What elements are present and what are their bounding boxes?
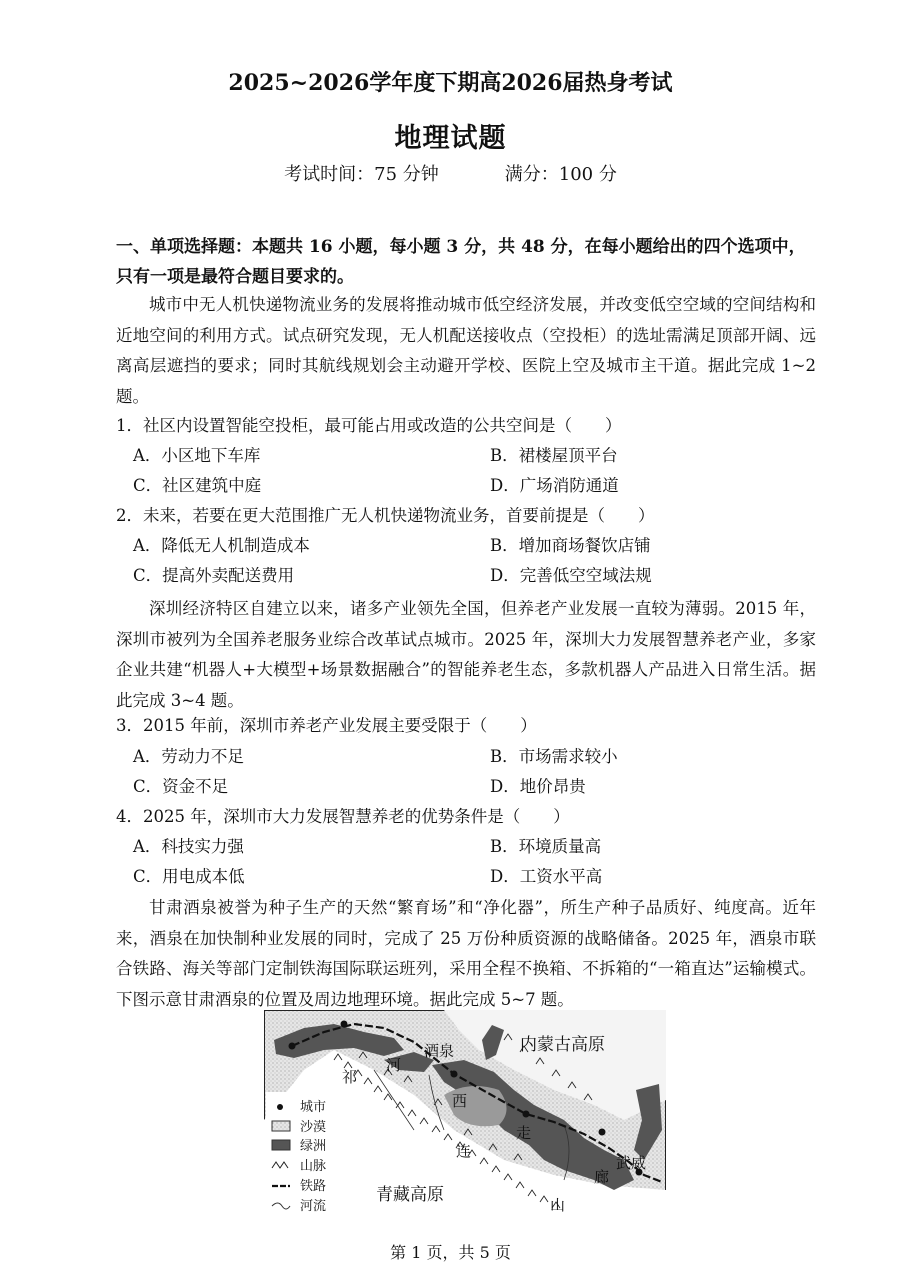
legend-oasis: 绿洲: [300, 1138, 327, 1153]
question-2-option-c: C．提高外卖配送费用: [133, 566, 295, 585]
legend-mountain: 山脉: [300, 1158, 327, 1173]
label-qi: 祁: [342, 1070, 358, 1086]
label-wuwei: 武威: [616, 1156, 647, 1172]
passage-1: 城市中无人机快递物流业务的发展将推动城市低空经济发展，并改变低空空域的空间结构和近地空间的利用方式。试点研究发现，无人机配送接收点（空投柜）的选址需满足顶部开阔、远离高层遮挡的要求；同时其航线规划会主动避开学校、医院上空及城市主干道。据此完成 1~2 题。: [116, 295, 816, 406]
label-he: 河: [386, 1058, 402, 1074]
question-4-option-c: C．用电成本低: [133, 867, 245, 886]
question-2-option-d: D．完善低空空域法规: [490, 566, 652, 585]
question-2-option-b: B．增加商场餐饮店铺: [490, 536, 651, 555]
city-jiuquan-dot: [451, 1071, 458, 1078]
legend-city: 城市: [300, 1099, 327, 1114]
question-1-stem: 1．社区内设置智能空投柜，最可能占用或改造的公共空间是（ ）: [116, 416, 622, 435]
city-dot: [289, 1043, 296, 1050]
question-4-stem: 4．2025 年，深圳市大力发展智慧养老的优势条件是（ ）: [116, 807, 570, 826]
question-3-option-b: B．市场需求较小: [490, 747, 618, 766]
city-dot: [523, 1111, 530, 1118]
label-lian: 连: [456, 1144, 472, 1160]
question-1-option-b: B．裙楼屋顶平台: [490, 446, 618, 465]
label-xi: 西: [452, 1094, 468, 1110]
label-jiuquan: 酒泉: [424, 1044, 455, 1060]
page-footer: 第 1 页，共 5 页: [390, 1243, 511, 1262]
full-score: 满分：100 分: [504, 164, 617, 185]
question-2-stem: 2．未来，若要在更大范围推广无人机快递物流业务，首要前提是（ ）: [116, 506, 655, 525]
question-1-option-a: A．小区地下车库: [133, 446, 261, 465]
legend-river: 河流: [300, 1198, 327, 1213]
city-dot: [599, 1129, 606, 1136]
exam-meta: [0, 160, 901, 186]
city-dot: [341, 1021, 348, 1028]
exam-time: 考试时间：75 分钟: [284, 164, 439, 185]
question-1-option-d: D．广场消防通道: [490, 476, 619, 495]
question-3-option-a: A．劳动力不足: [133, 747, 244, 766]
passage-3: 甘肃酒泉被誉为种子生产的天然“繁育场”和“净化器”，所生产种子品质好、纯度高。近年来，酒泉在加快制种业发展的同时，完成了 25 万份种质资源的战略储备。2025 年，酒泉市联合铁路、海关等部门定制铁海国际联运班列，采用全程不换箱、不拆箱的“一箱直达”运输模式。下图示意甘肃酒泉的位置及周边地理环境。据此完成 5~7 题。: [116, 898, 816, 1009]
label-inner-mongolia: 内蒙古高原: [520, 1035, 605, 1054]
passage-2: 深圳经济特区自建立以来，诸多产业领先全国，但养老产业发展一直较为薄弱。2015 年，深圳市被列为全国养老服务业综合改革试点城市。2025 年，深圳大力发展智慧养老产业，多家企业共建“机器人+大模型+场景数据融合”的智能养老生态，多款机器人产品进入日常生活。据此完成 3~4 题。: [116, 599, 816, 710]
jiuquan-location-map: [264, 1010, 666, 1222]
question-3-stem: 3．2015 年前，深圳市养老产业发展主要受限于（ ）: [116, 716, 537, 735]
label-shan: 山: [550, 1198, 566, 1214]
exam-title: 2025~2026学年度下期高2026届热身考试: [228, 70, 673, 96]
question-3-option-d: D．地价昂贵: [490, 777, 586, 796]
legend-desert: 沙漠: [300, 1119, 327, 1134]
label-qingzang: 青藏高原: [376, 1185, 444, 1204]
subject-title: 地理试题: [394, 123, 507, 154]
question-4-option-b: B．环境质量高: [490, 837, 602, 856]
section-heading: 一、单项选择题：本题共 16 小题，每小题 3 分，共 48 分，在每小题给出的四个选项中，只有一项是最符合题目要求的。: [116, 237, 806, 287]
question-1-option-c: C．社区建筑中庭: [133, 476, 262, 495]
legend-railway: 铁路: [300, 1178, 327, 1193]
question-4-option-d: D．工资水平高: [490, 867, 603, 886]
question-3-option-c: C．资金不足: [133, 777, 229, 796]
question-2-option-a: A．降低无人机制造成本: [133, 536, 310, 555]
question-4-option-a: A．科技实力强: [133, 837, 244, 856]
label-zou: 走: [516, 1126, 532, 1142]
label-lang: 廊: [594, 1170, 610, 1186]
